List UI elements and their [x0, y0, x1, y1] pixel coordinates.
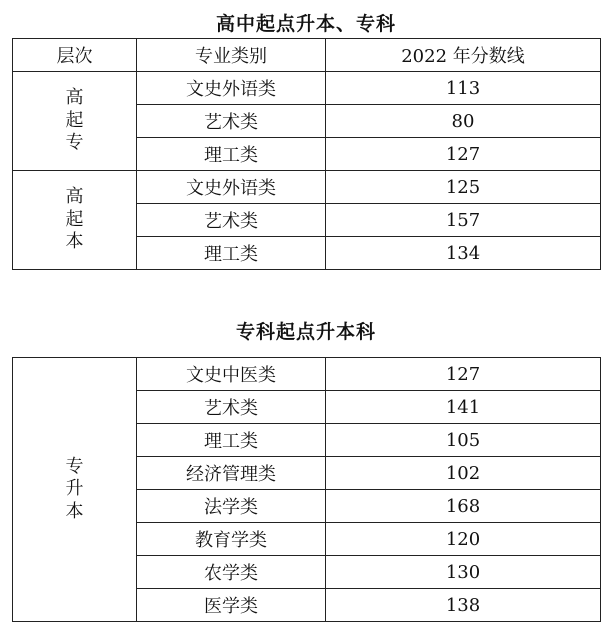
score-table-college	[12, 357, 601, 622]
score-cell: 134	[326, 237, 601, 270]
score-cell: 168	[326, 490, 601, 523]
score-cell: 127	[326, 358, 601, 391]
score-cell: 125	[326, 171, 601, 204]
category-cell: 文史外语类	[137, 171, 326, 204]
level-cell-gaoqizhuan	[13, 72, 137, 171]
table-row	[13, 171, 601, 204]
level-char: 专	[65, 455, 84, 477]
category-cell: 医学类	[137, 589, 326, 622]
level-char: 本	[65, 231, 84, 253]
level-cell-gaoqiben	[13, 171, 137, 270]
score-cell: 130	[326, 556, 601, 589]
category-cell: 经济管理类	[137, 457, 326, 490]
category-cell: 法学类	[137, 490, 326, 523]
level-cell-zhuanshengben	[13, 358, 137, 622]
score-cell: 127	[326, 138, 601, 171]
header-row	[13, 39, 601, 72]
score-cell: 141	[326, 391, 601, 424]
level-char: 高	[65, 87, 84, 109]
level-char: 专	[65, 132, 84, 154]
table-row	[13, 72, 601, 105]
header-score: 2022 年分数线	[326, 39, 601, 72]
score-cell: 120	[326, 523, 601, 556]
table-row	[13, 358, 601, 391]
level-char: 本	[65, 500, 84, 522]
category-cell: 文史外语类	[137, 72, 326, 105]
category-cell: 理工类	[137, 237, 326, 270]
header-level: 层次	[13, 39, 137, 72]
category-cell: 农学类	[137, 556, 326, 589]
score-cell: 102	[326, 457, 601, 490]
score-cell: 138	[326, 589, 601, 622]
category-cell: 教育学类	[137, 523, 326, 556]
score-cell: 113	[326, 72, 601, 105]
score-cell: 105	[326, 424, 601, 457]
score-cell: 80	[326, 105, 601, 138]
category-cell: 理工类	[137, 424, 326, 457]
category-cell: 艺术类	[137, 105, 326, 138]
score-cell: 157	[326, 204, 601, 237]
level-char: 起	[65, 109, 84, 131]
level-char: 升	[65, 478, 84, 500]
category-cell: 艺术类	[137, 391, 326, 424]
section2-title: 专科起点升本科	[235, 321, 376, 343]
category-cell: 艺术类	[137, 204, 326, 237]
level-char: 起	[65, 208, 84, 230]
score-table-high-school	[12, 38, 601, 270]
section1-title: 高中起点升本、专科	[215, 13, 396, 35]
header-category: 专业类别	[137, 39, 326, 72]
level-char: 高	[65, 186, 84, 208]
category-cell: 文史中医类	[137, 358, 326, 391]
category-cell: 理工类	[137, 138, 326, 171]
